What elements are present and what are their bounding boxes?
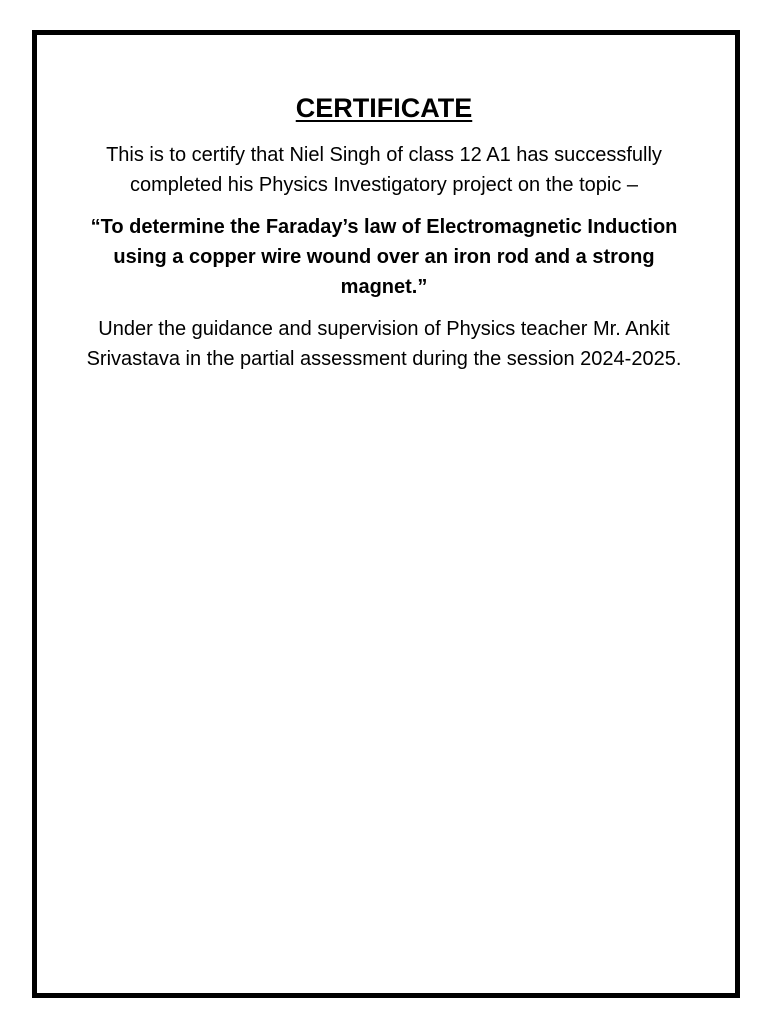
- guidance-statement: Under the guidance and supervision of Physics teacher Mr. Ankit Srivastava in the partial assessment during the session 2024-2025.: [86, 318, 682, 370]
- certificate-intro: This is to certify that Niel Singh of class 12 A1 has successfully completed his Physics Investigatory project on the topic –: [106, 144, 662, 196]
- project-topic: “To determine the Faraday’s law of Electromagnetic Induction using a copper wire wound over an iron rod and a strong magnet.”: [90, 216, 678, 298]
- certificate-title: CERTIFICATE: [295, 93, 473, 123]
- certificate-content: [80, 88, 688, 386]
